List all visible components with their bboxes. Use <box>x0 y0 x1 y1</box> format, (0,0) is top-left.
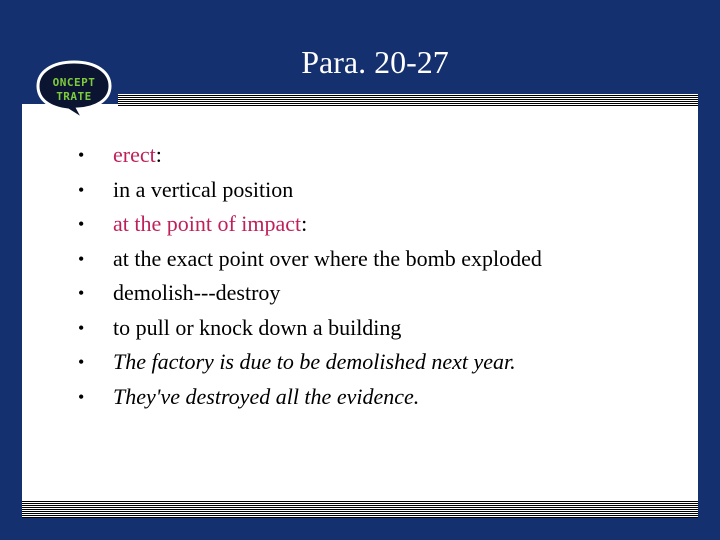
bottom-rule <box>22 500 698 518</box>
bullet-item <box>78 207 542 242</box>
vocab-term: erect <box>113 142 156 167</box>
bullet-item <box>78 242 542 277</box>
bullet-item <box>78 311 542 346</box>
bullet-item <box>78 380 542 415</box>
top-rule <box>118 94 698 106</box>
bullet-marker: • <box>78 352 85 372</box>
bullet-marker: • <box>78 145 85 165</box>
vocab-term: at the point of impact <box>113 211 302 236</box>
bullet-item <box>78 138 542 173</box>
bullet-marker: • <box>78 283 85 303</box>
concentrate-logo <box>34 58 114 122</box>
bullet-text: in a vertical position <box>113 176 294 202</box>
logo-text-line2: TRATE <box>56 90 92 103</box>
bullet-item <box>78 345 542 380</box>
bullet-text: : <box>301 211 308 236</box>
bullet-text: at the exact point over where the bomb exploded <box>113 245 542 271</box>
slide-title: Para. 20-27 <box>301 44 449 80</box>
bullet-marker: • <box>78 248 85 269</box>
bullet-item <box>78 276 542 311</box>
bullet-text: : <box>155 142 162 167</box>
bullet-text: to pull or knock down a building <box>113 314 402 340</box>
bullet-text: demolish---destroy <box>113 280 281 305</box>
bullet-marker: • <box>78 386 85 407</box>
bullet-marker: • <box>78 179 85 200</box>
example-sentence: They've destroyed all the evidence. <box>113 383 420 409</box>
bullet-item <box>78 173 542 208</box>
bullet-marker: • <box>78 317 85 338</box>
bullet-marker: • <box>78 214 85 234</box>
example-sentence: The factory is due to be demolished next year. <box>113 349 516 374</box>
bullet-list <box>78 138 542 414</box>
logo-text-line1: ONCEPT <box>52 76 96 89</box>
